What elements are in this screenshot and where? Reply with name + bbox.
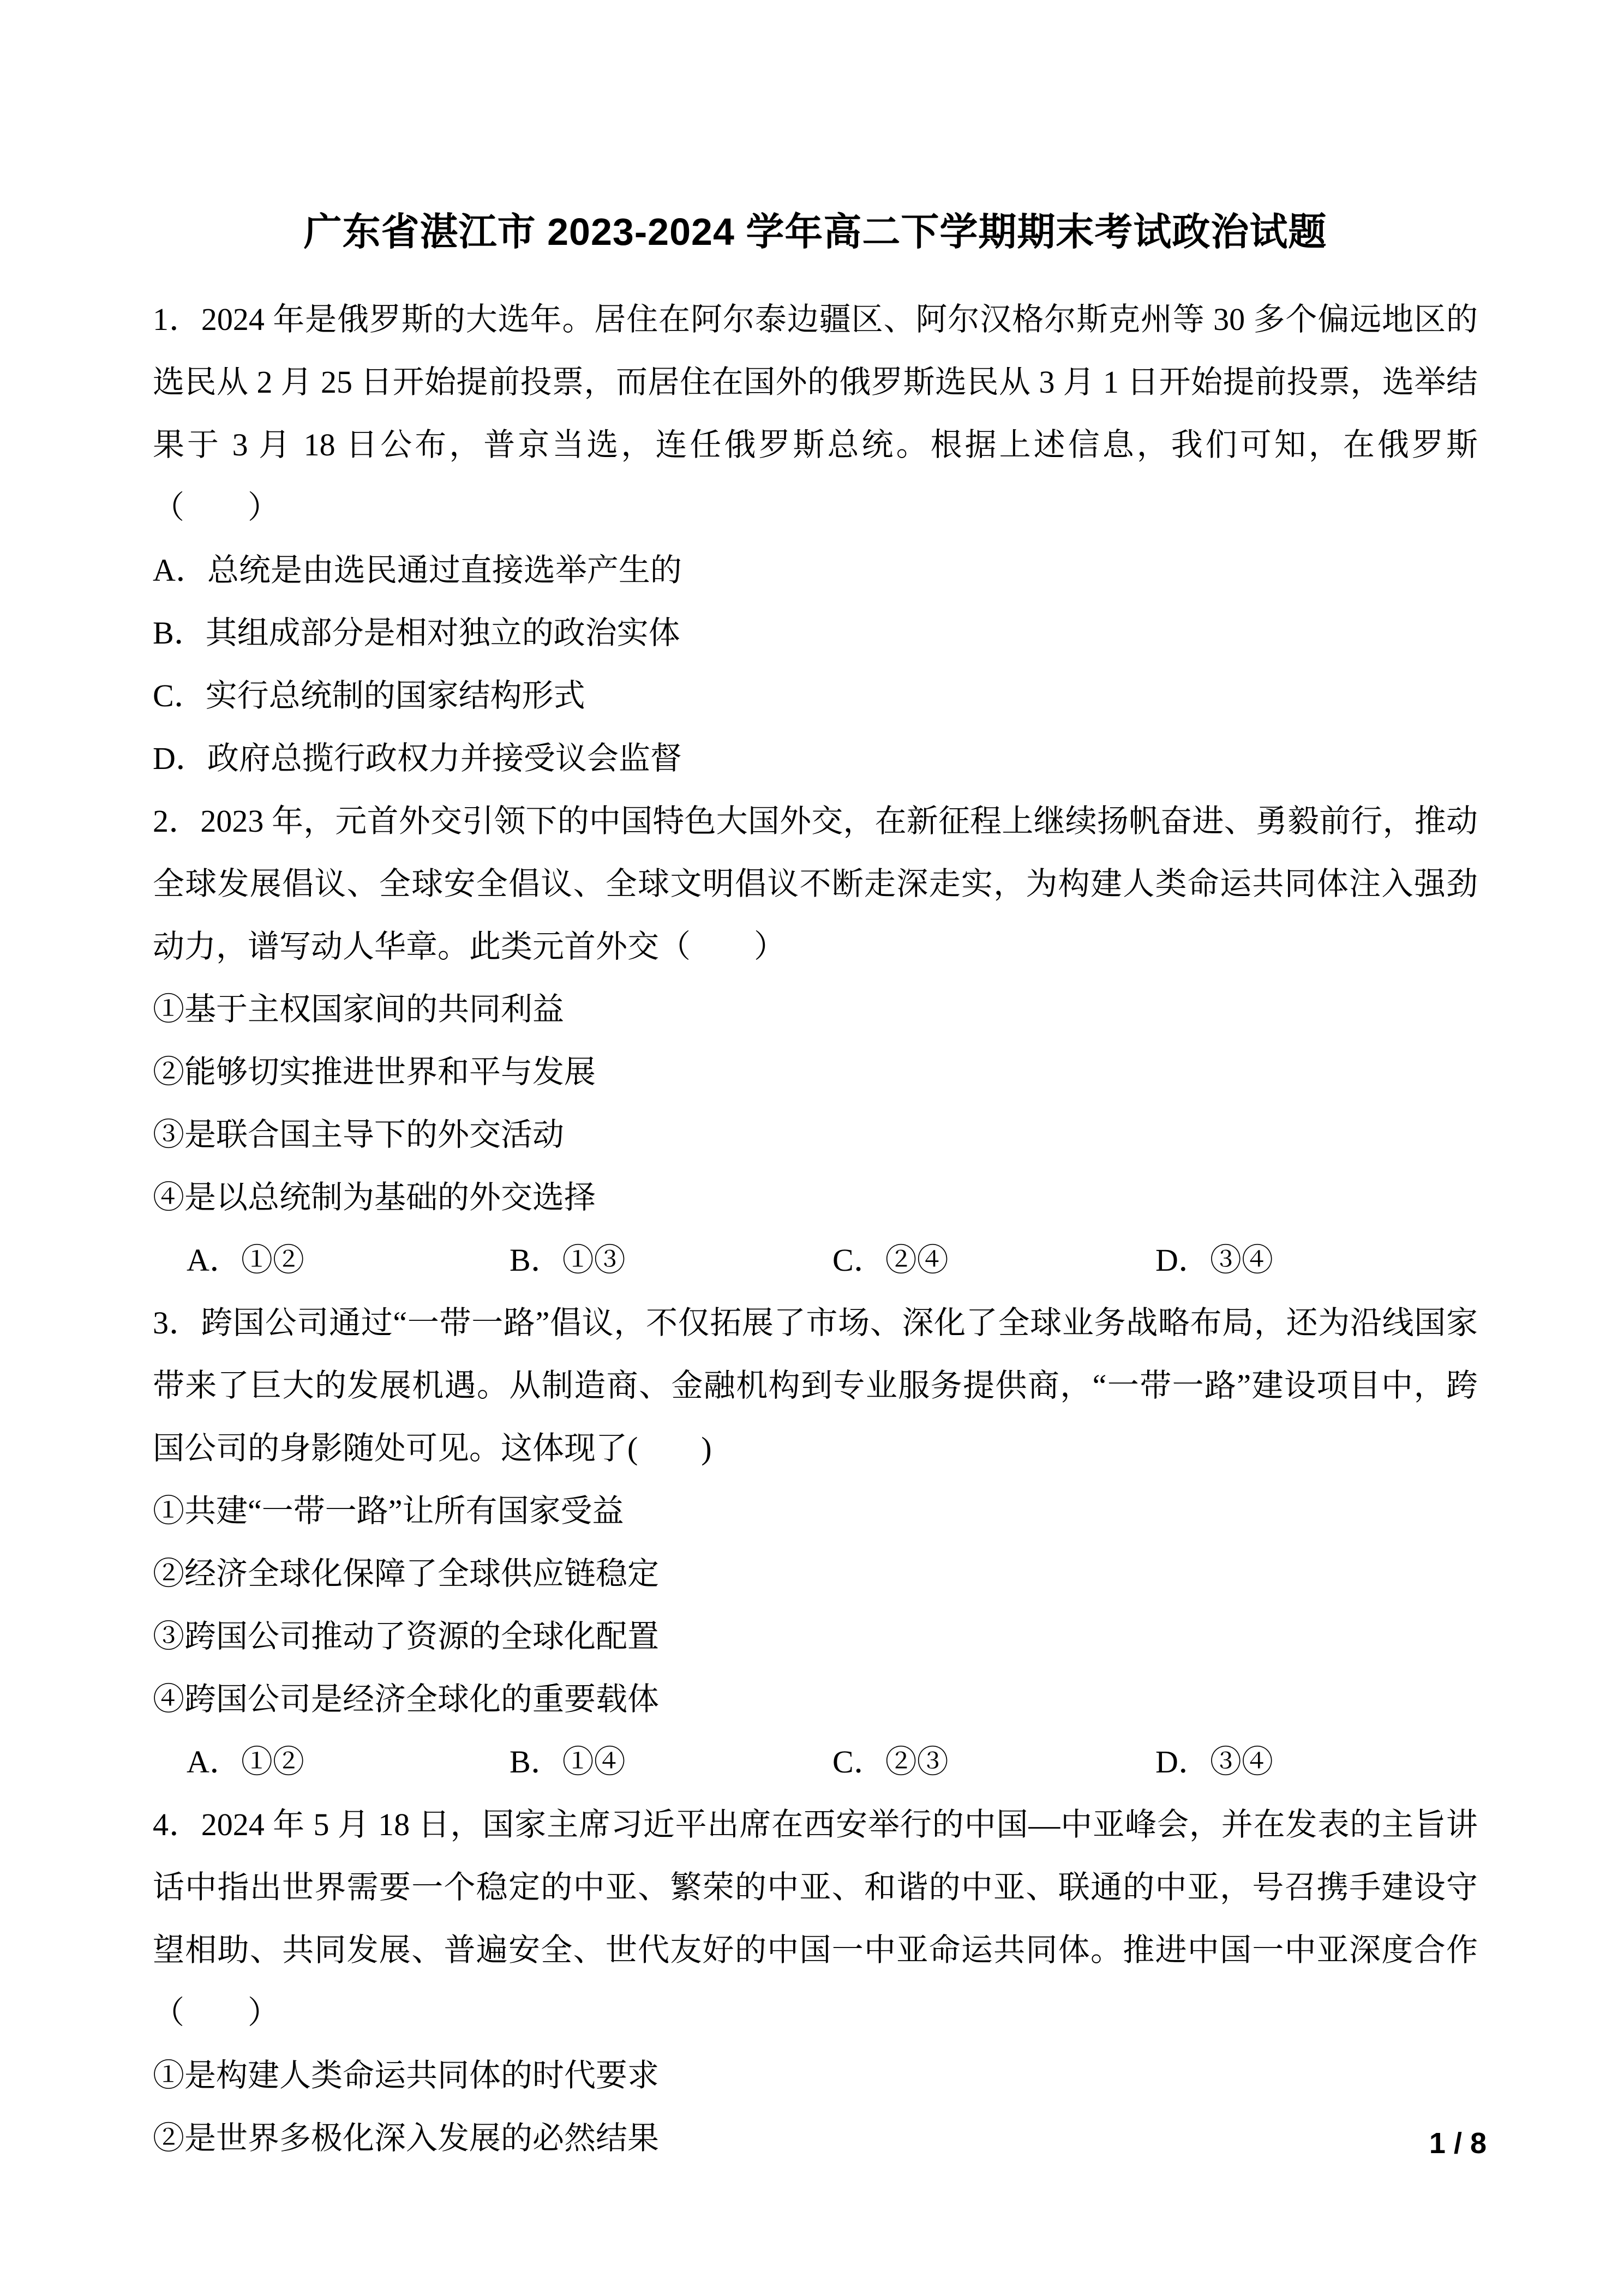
question-3-choice-c: C．②③ bbox=[832, 1744, 949, 1780]
question-1-option-c: C．实行总统制的国家结构形式 bbox=[153, 677, 585, 713]
question-2-item-4: ④是以总统制为基础的外交选择 bbox=[153, 1179, 596, 1215]
question-4-stem: 4．2024 年 5 月 18 日，国家主席习近平出席在西安举行的中国—中亚峰会，并在发表的主旨讲话中指出世界需要一个稳定的中亚、繁荣的中亚、和谐的中亚、联通的中亚，号召携手建设守望相助、共同发展、普遍安全、世代友好的中国一中亚命运共同体。推进中国一中亚深度合作（ ） bbox=[153, 1806, 1478, 2030]
question-3 bbox=[153, 1291, 1478, 1793]
page-number: 1 / 8 bbox=[1429, 2127, 1487, 2160]
exam-title: 广东省湛江市 2023-2024 学年高二下学期期末考试政治试题 bbox=[303, 211, 1327, 253]
question-2-choice-b: B．①③ bbox=[510, 1242, 626, 1278]
question-1-option-b: B．其组成部分是相对独立的政治实体 bbox=[153, 615, 680, 651]
question-2 bbox=[153, 790, 1478, 1291]
question-2-item-2: ②能够切实推进世界和平与发展 bbox=[153, 1054, 596, 1090]
question-1-stem: 1．2024 年是俄罗斯的大选年。居住在阿尔泰边疆区、阿尔汉格尔斯克州等 30 多个偏远地区的选民从 2 月 25 日开始提前投票，而居住在国外的俄罗斯选民从 3 月 1 日开始提前投票，选举结果于 3 月 18 日公布，普京当选，连任俄罗斯总统。根据上述信息，我们可知，在俄罗斯（ ） bbox=[153, 301, 1478, 525]
question-3-choices bbox=[153, 1730, 1478, 1793]
question-1-option-d: D．政府总揽行政权力并接受议会监督 bbox=[153, 740, 682, 776]
question-1-option-a: A．总统是由选民通过直接选举产生的 bbox=[153, 552, 682, 588]
question-4-item-1: ①是构建人类命运共同体的时代要求 bbox=[153, 2057, 660, 2093]
question-2-item-3: ③是联合国主导下的外交活动 bbox=[153, 1116, 565, 1152]
question-3-item-3: ③跨国公司推动了资源的全球化配置 bbox=[153, 1618, 660, 1654]
question-3-choice-a: A．①② bbox=[187, 1744, 304, 1780]
question-3-stem: 3．跨国公司通过“一带一路”倡议，不仅拓展了市场、深化了全球业务战略布局，还为沿线国家带来了巨大的发展机遇。从制造商、金融机构到专业服务提供商，“一带一路”建设项目中，跨国公司的身影随处可见。这体现了( ) bbox=[153, 1305, 1478, 1466]
question-4 bbox=[153, 1793, 1478, 2169]
exam-content bbox=[153, 0, 1478, 2169]
question-2-choice-a: A．①② bbox=[187, 1242, 304, 1278]
question-flow bbox=[153, 288, 1478, 2169]
question-4-item-2: ②是世界多极化深入发展的必然结果 bbox=[153, 2120, 660, 2156]
question-2-item-1: ①基于主权国家间的共同利益 bbox=[153, 991, 565, 1027]
question-3-choice-b: B．①④ bbox=[510, 1744, 626, 1780]
question-2-choices bbox=[153, 1229, 1478, 1291]
question-2-choice-c: C．②④ bbox=[832, 1242, 949, 1278]
question-1 bbox=[153, 288, 1478, 790]
question-2-choice-d: D．③④ bbox=[1155, 1242, 1273, 1278]
question-2-stem: 2．2023 年，元首外交引领下的中国特色大国外交，在新征程上继续扬帆奋进、勇毅前行，推动全球发展倡议、全球安全倡议、全球文明倡议不断走深走实，为构建人类命运共同体注入强劲动力，谱写动人华章。此类元首外交（ ） bbox=[153, 803, 1478, 964]
question-3-item-1: ①共建“一带一路”让所有国家受益 bbox=[153, 1493, 624, 1529]
question-3-choice-d: D．③④ bbox=[1155, 1744, 1273, 1780]
question-3-item-2: ②经济全球化保障了全球供应链稳定 bbox=[153, 1555, 660, 1591]
question-3-item-4: ④跨国公司是经济全球化的重要载体 bbox=[153, 1681, 660, 1717]
